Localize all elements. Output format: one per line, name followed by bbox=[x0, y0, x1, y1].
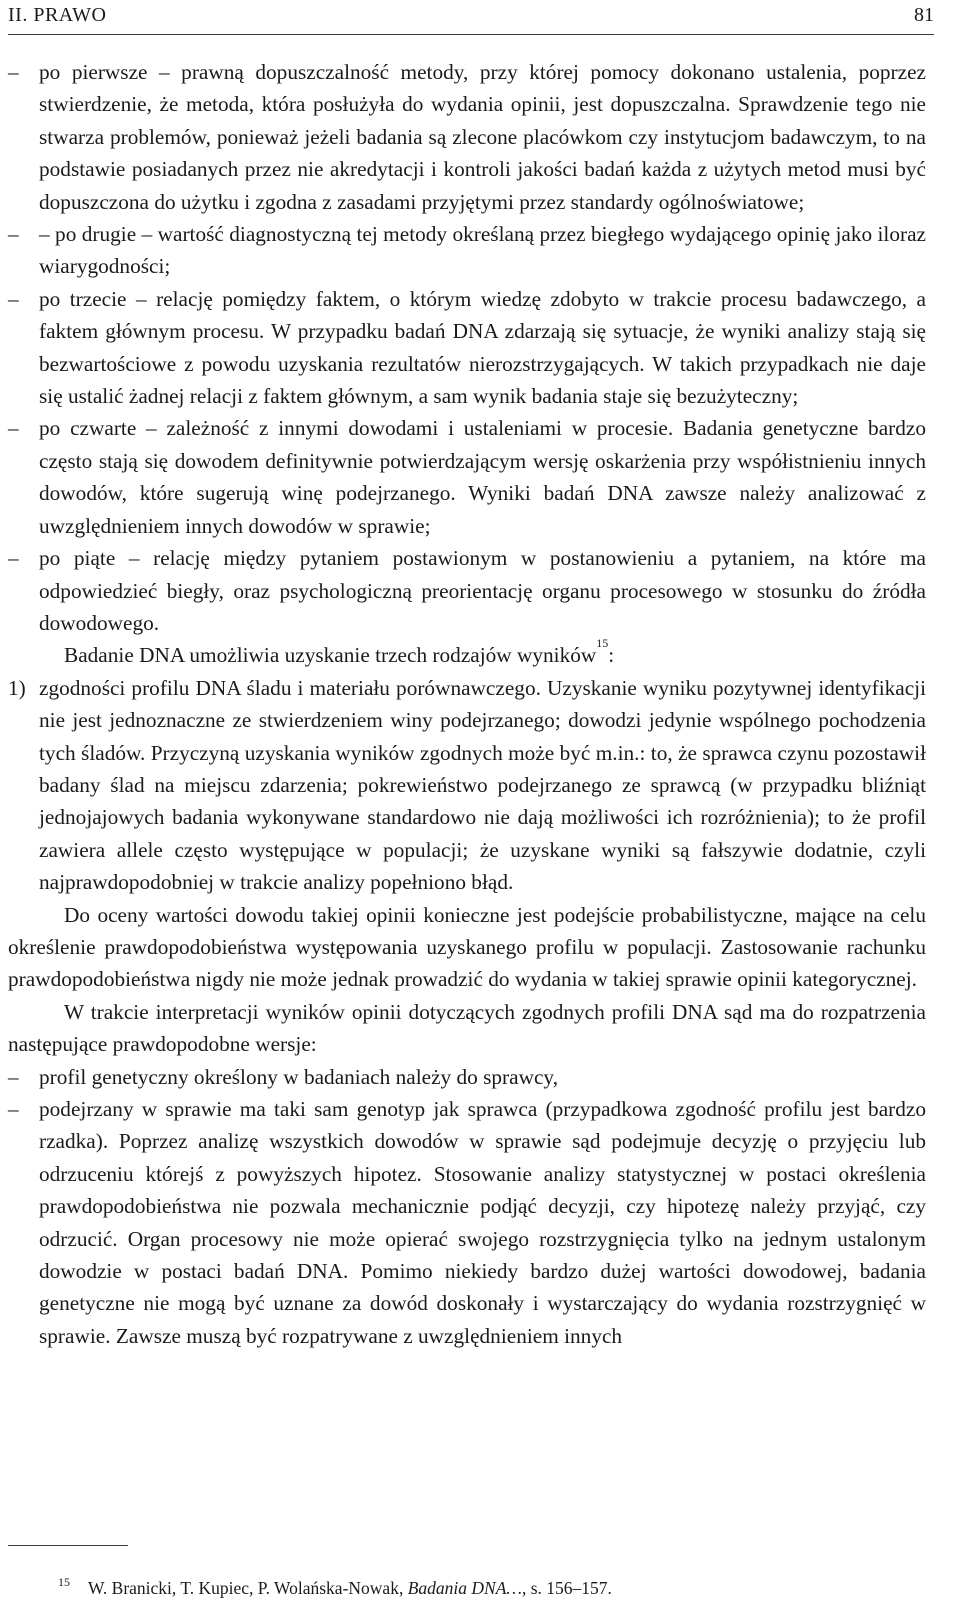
footnote-pages: , s. 156–157. bbox=[521, 1578, 612, 1598]
footnote-text bbox=[62, 1578, 612, 1598]
paragraph-text: Badanie DNA umożliwia uzyskanie trzech rodzajów wyników bbox=[64, 643, 597, 668]
footnote bbox=[58, 1575, 612, 1599]
dash-marker: – bbox=[8, 1097, 19, 1121]
paragraph-punct: : bbox=[608, 643, 615, 668]
dash-marker: – bbox=[8, 286, 19, 311]
dash-marker: – bbox=[8, 546, 19, 571]
list-item-text: po trzecie – relację pomiędzy faktem, o którym wiedzę zdobyto w trakcie procesu badawczego, a faktem głównym procesu. W przypadku badań DNA zdarzają się sytuacje, że wyniki analizy stają się bezwartościowe z powodu uzyskania rezultatów nierozstrzygających. W takich przypadkach nie daje się ustalić żadnej relacji z faktem głównym, a sam wynik badania staje się bezużyteczny; bbox=[39, 286, 926, 409]
list-item bbox=[8, 56, 926, 218]
numbered-item bbox=[8, 672, 926, 899]
list-item-text: – po drugie – wartość diagnostyczną tej metody określaną przez biegłego wydającego opinię jako iloraz wiarygodności; bbox=[39, 222, 926, 279]
paragraph-probabilistic: Do oceny wartości dowodu takiej opinii konieczne jest podejście probabilistyczne, mające na celu określenie prawdopodobieństwa występowania uzyskanego profilu w populacji. Zastosowanie rachunku prawdopodobieństwa nigdy nie może jednak prowadzić do wydania w takiej sprawie opinii kategorycznej. bbox=[8, 902, 926, 992]
footnote-separator bbox=[8, 1545, 128, 1546]
chapter-title: II. PRAWO bbox=[8, 4, 107, 26]
footnote-title: Badania DNA… bbox=[407, 1578, 522, 1598]
list-item bbox=[8, 1061, 926, 1093]
list-item-text: po piąte – relację między pytaniem postawionym w postanowieniu a pytaniem, na które ma odpowiedzieć biegły, oraz psychologiczną preorientację organu procesowego w stosunku do źródła dowodowego. bbox=[39, 546, 926, 635]
list-item-text: profil genetyczny określony w badaniach należy do sprawcy, bbox=[39, 1064, 559, 1089]
page-number: 81 bbox=[914, 4, 934, 26]
dash-list-versions bbox=[8, 1061, 926, 1353]
footnote-reference[interactable]: 15 bbox=[596, 636, 609, 651]
dash-marker: – bbox=[8, 416, 19, 441]
paragraph-interpretation: W trakcie interpretacji wyników opinii dotyczących zgodnych profili DNA sąd ma do rozpatrzenia następujące prawdopodobne wersje: bbox=[8, 999, 926, 1057]
list-item bbox=[8, 283, 926, 413]
dash-list-criteria bbox=[8, 56, 926, 639]
list-item bbox=[8, 218, 926, 283]
list-item-text: po czwarte – zależność z innymi dowodami i ustaleniami w procesie. Badania genetyczne bardzo często stają się dowodem definitywnie potwierdzającym wersję oskarżenia przy współistnieniu innych dowodów, które sugerują winę podejrzanego. Wyniki badań DNA zawsze należy analizować z uwzględnieniem innych dowodów w sprawie; bbox=[39, 416, 926, 538]
number-marker: 1) bbox=[8, 675, 26, 700]
list-item bbox=[8, 1093, 926, 1352]
list-item bbox=[8, 412, 926, 542]
running-header bbox=[8, 0, 934, 35]
list-item-text: po pierwsze – prawną dopuszczalność metody, przy której pomocy dokonano ustalenia, poprzez stwierdzenie, że metoda, która posłużyła do wydania opinii, jest dopuszczalna. Sprawdzenie tego nie stwarza problemów, ponieważ jeżeli badania są zlecone placówkom czy instytucjom badawczym, to na podstawie posiadanych przez nie akredytacji i kontroli jakości badań każda z użytych metod musi być dopuszczona do użytku i zgodna z zasadami przyjętymi przez standardy ogólnoświatowe; bbox=[39, 60, 926, 214]
dash-marker: – bbox=[8, 222, 19, 247]
paragraph-dna-results bbox=[8, 636, 926, 671]
list-item bbox=[8, 542, 926, 639]
dash-marker: – bbox=[8, 1064, 19, 1089]
list-item-text: podejrzany w sprawie ma taki sam genotyp jak sprawca (przypadkowa zgodność profilu jest bardzo rzadka). Poprzez analizę wszystkich dowodów w sprawie sąd podejmuje decyzję o przyjęciu lub odrzuceniu którejś z powyższych hipotez. Stosowanie analizy statystycznej w postaci określenia prawdopodobieństwa nie pozwala mechanicznie podjąć decyzji, czy hipotezę należy przyjąć, czy odrzucić. Organ procesowy nie może opierać swojego rozstrzygnięcia tylko na jednym ustalonym dowodzie w postaci badań DNA. Pomimo niekiedy bardzo dużej wartości dowodowej, badania genetyczne nie mogą być uznane za dowód doskonały i wystarczający do wydania rozstrzygnięć w sprawie. Zawsze muszą być rozpatrywane z uwzględnieniem innych bbox=[39, 1097, 926, 1348]
main-text bbox=[8, 56, 926, 1352]
numbered-item-text: zgodności profilu DNA śladu i materiału porównawczego. Uzyskanie wyniku pozytywnej identyfikacji nie jest jednoznaczne ze stwierdzeniem winy podejrzanego; dowodzi jedynie wspólnego pochodzenia tych śladów. Przyczyną uzyskania wyników zgodnych może być m.in.: to, że sprawca czynu pozostawił badany ślad na miejscu zdarzenia; pokrewieństwo podejrzanego ze sprawcą (w przypadku bliźniąt jednojajowych badania wykonywane standardowo nie dają możliwości ich rozróżnienia); to że profil zawiera allele często występujące w populacji; że uzyskane wyniki są fałszywie dodatnie, czyli najprawdopodobniej w trakcie analizy popełniono błąd. bbox=[39, 675, 926, 895]
footnote-number: 15 bbox=[58, 1575, 70, 1589]
footnote-authors: W. Branicki, T. Kupiec, P. Wolańska-Nowak, bbox=[88, 1578, 408, 1598]
dash-marker: – bbox=[8, 60, 19, 84]
